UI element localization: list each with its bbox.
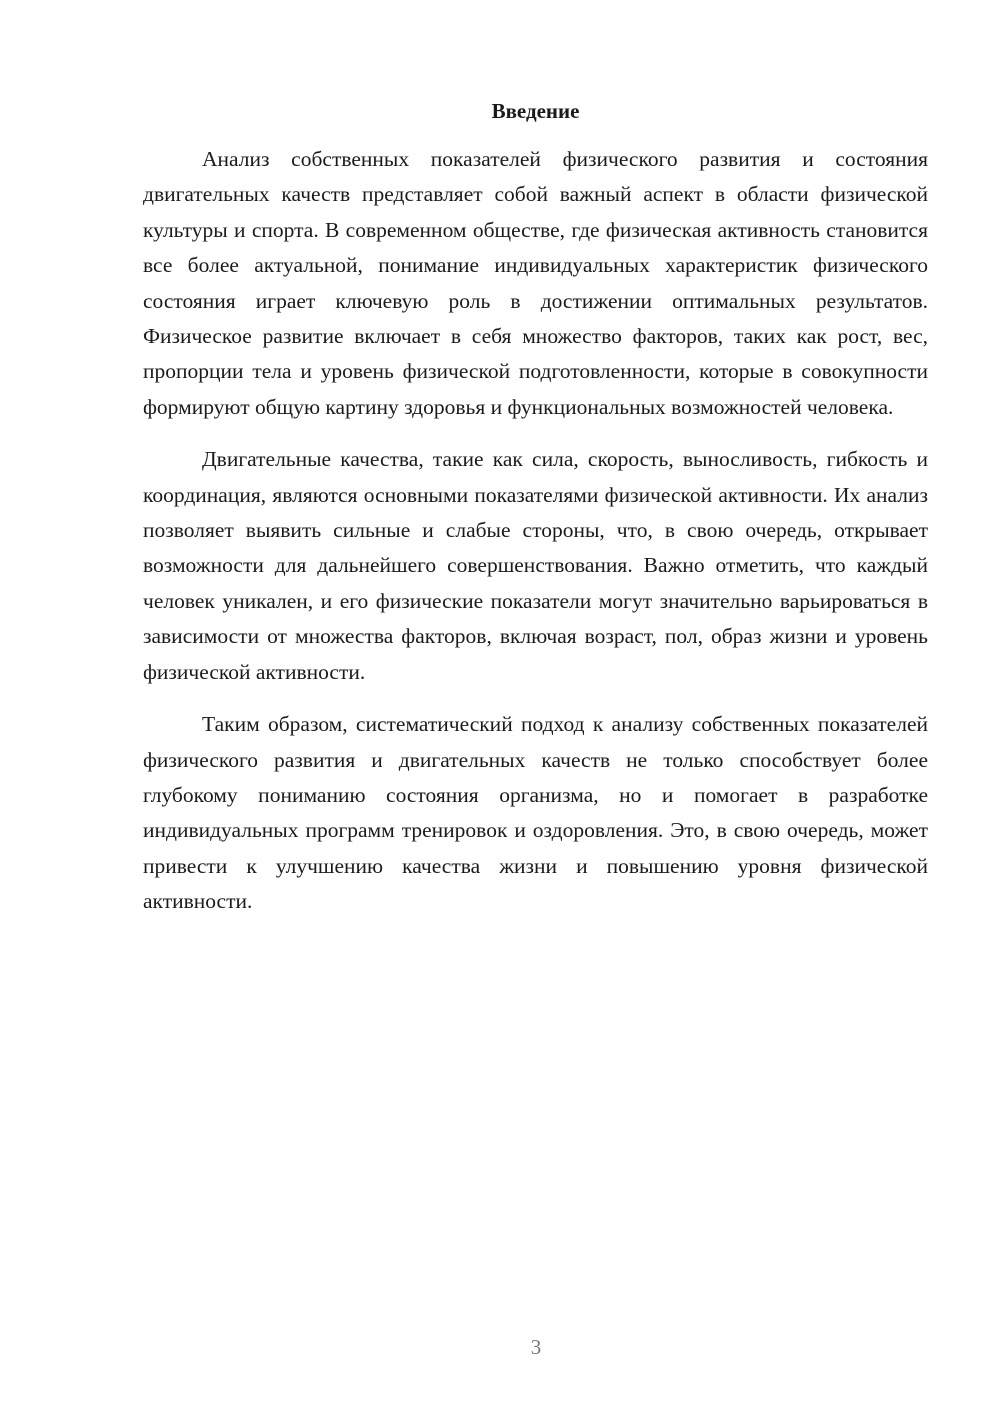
paragraph-1: Анализ собственных показателей физического развития и состояния двигательных качеств представляет собой важный аспект в области физической культуры и спорта. В современном обществе, где физическая активность становится все более актуальной, понимание индивидуальных характеристик физического состояния играет ключевую роль в достижении оптимальных результатов. Физическое развитие включает в себя множество факторов, таких как рост, вес, пропорции тела и уровень физической подготовленности, которые в совокупности формируют общую картину здоровья и функциональных возможностей человека. [143,147,928,419]
page-number: 3 [530,1335,542,1359]
paragraph-2: Двигательные качества, такие как сила, скорость, выносливость, гибкость и координация, являются основными показателями физической активности. Их анализ позволяет выявить сильные и слабые стороны, что, в свою очередь, открывает возможности для дальнейшего совершенствования. Важно отметить, что каждый человек уникален, и его физические показатели могут значительно варьироваться в зависимости от множества факторов, включая возраст, пол, образ жизни и уровень физической активности. [143,447,928,684]
section-heading: Введение [491,99,580,123]
paragraph-3: Таким образом, систематический подход к анализу собственных показателей физического развития и двигательных качеств не только способствует более глубокому пониманию состояния организма, но и помогает в разработке индивидуальных программ тренировок и оздоровления. Это, в свою очередь, может привести к улучшению качества жизни и повышению уровня физической активности. [143,712,928,914]
body-text [143,142,928,937]
